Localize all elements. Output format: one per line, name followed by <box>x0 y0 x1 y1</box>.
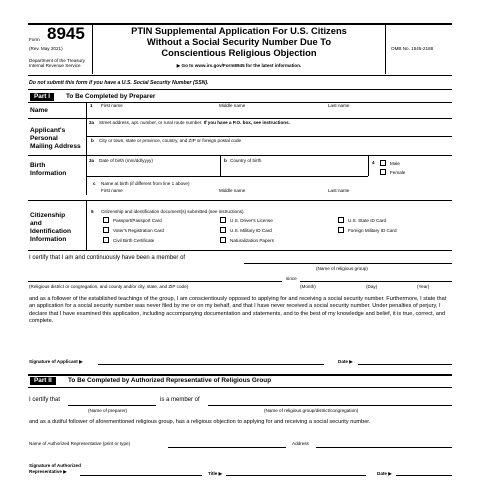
line4-number: 4 <box>372 160 375 165</box>
rep-title-label: Title ▶ <box>208 471 223 476</box>
line3-bottom-rule <box>28 200 452 201</box>
agency-name: Internal Revenue Service <box>29 63 81 68</box>
line1-bottom-rule <box>28 118 452 119</box>
line5-bottom-rule <box>28 250 452 251</box>
form-title-line3: Conscientious Religious Objection <box>161 47 317 58</box>
header-divider-right <box>385 24 386 74</box>
doc-birth-certificate[interactable] <box>103 237 154 243</box>
rep-title-line[interactable] <box>226 475 366 476</box>
doc-state-id[interactable] <box>338 217 386 223</box>
state-id-label: U.S. State ID Card <box>348 218 387 223</box>
rep-address-input-line[interactable] <box>316 447 452 448</box>
voter-registration-checkbox[interactable] <box>103 227 109 233</box>
religious-group-caption: (Name of religious group) <box>316 266 368 271</box>
mailing-address-label-3: Mailing Address <box>30 143 81 150</box>
citizenship-label-1: Citizenship <box>30 212 66 219</box>
female-option[interactable] <box>380 169 405 175</box>
name-at-birth-label: Name at birth (if different from line 1 above) <box>101 181 190 186</box>
since-date-input-line[interactable] <box>300 281 452 282</box>
form-title-line1: PTIN Supplemental Application For U.S. Citizens <box>131 25 347 36</box>
month-caption: (Month) <box>300 284 316 289</box>
male-checkbox[interactable] <box>380 160 386 166</box>
rep-signature-label-1: Signature of Authorized <box>29 463 81 468</box>
part2-objection-paragraph: and as a dutiful follower of aforementioned religious group, has a religious objection to applying for and receiving a social security number. <box>29 419 371 425</box>
line2b-number: b <box>91 138 94 143</box>
birth-info-label-2: Information <box>30 170 67 177</box>
name-section-label: Name <box>30 107 48 114</box>
applicant-signature-label: Signature of Applicant ▶ <box>29 359 83 364</box>
rep-date-label: Date ▶ <box>377 471 392 476</box>
drivers-license-label: U.S. Driver's License <box>230 218 273 223</box>
doc-naturalization[interactable] <box>220 237 274 243</box>
line2-bottom-rule <box>28 155 452 156</box>
certify-membership-text: I certify that I am and continuously have been a member of <box>29 255 186 261</box>
line2a-bottom-rule <box>86 136 452 137</box>
military-id-label: U.S. Military ID Card <box>230 228 272 233</box>
voter-registration-label: Voter's Registration Card <box>113 228 164 233</box>
middle-name-label: Middle name <box>219 103 246 108</box>
rep-address-label: Address <box>292 441 309 446</box>
male-option[interactable] <box>380 160 400 166</box>
applicant-signature-line[interactable] <box>98 364 324 365</box>
state-id-checkbox[interactable] <box>338 217 344 223</box>
year-caption: (Year) <box>417 284 430 289</box>
line2a-po-box-note: If you have a P.O. box, see instructions. <box>203 120 290 125</box>
female-checkbox[interactable] <box>380 169 386 175</box>
doc-passport[interactable] <box>103 217 162 223</box>
district-caption: (Religious district or congregation, and county and/or city, state, and ZIP code) <box>29 284 189 289</box>
mailing-address-label-2: Personal <box>30 135 58 142</box>
birth-info-label-1: Birth <box>30 162 46 169</box>
line4-divider <box>368 155 369 176</box>
country-of-birth-label: Country of birth <box>230 158 262 163</box>
last-name-label: Last name <box>328 103 350 108</box>
doc-military-id[interactable] <box>220 227 272 233</box>
religious-group-input-line[interactable] <box>244 263 452 264</box>
form-prefix: Form <box>29 37 40 42</box>
passport-checkbox[interactable] <box>103 217 109 223</box>
line3c-number: c <box>93 181 96 186</box>
part2-title-rule <box>28 387 452 388</box>
citizenship-label-2: and <box>30 220 42 227</box>
date-of-birth-label: Date of birth (mm/dd/yyyy) <box>99 158 153 163</box>
foreign-military-id-checkbox[interactable] <box>338 227 344 233</box>
since-label: since <box>286 276 297 281</box>
part2-certify-text: I certify that <box>29 397 61 403</box>
rep-date-line[interactable] <box>396 475 452 476</box>
citizenship-docs-label: Citizenship and identification document(s) submitted (see instructions) <box>101 209 244 214</box>
birth-certificate-checkbox[interactable] <box>103 237 109 243</box>
irs-website-link[interactable]: ▶ Go to www.irs.gov/Form8945 for the latest information. <box>176 63 302 68</box>
female-label: Female <box>390 170 406 175</box>
group-name-caption: (Name of religious group/district/congregation) <box>264 408 359 413</box>
omb-number: OMB No. 1545-2188 <box>391 46 434 51</box>
rep-signature-label-2: Representative ▶ <box>29 469 67 474</box>
male-label: Male <box>390 161 400 166</box>
part1-declaration-paragraph: and as a follower of the established teachings of the group, I am conscientiously opposed to applying for and receiving a social security number. Furthermore, I state that an application for a social security number was never filed by me or on my behalf, and that I have never received a social security number. Under penalties of perjury, I declare that I have examined this application, including accompanying documentation and statements, and to the best of my knowledge and belief, it is true, correct, and complete. <box>29 296 447 325</box>
rep-name-label: Name of Authorized Representative (print or type) <box>29 441 131 446</box>
line2a-street-label <box>99 120 290 125</box>
part1-title: To Be Completed by Preparer <box>66 93 156 100</box>
birth-middle-name-label: Middle name <box>219 188 246 193</box>
rep-signature-line[interactable] <box>80 475 202 476</box>
line3a-bottom-rule <box>86 176 368 177</box>
member-of-text: is a member of <box>160 397 200 403</box>
applicant-date-label: Date ▶ <box>338 359 353 364</box>
birth-certificate-label: Civil Birth Certificate <box>113 238 155 243</box>
doc-foreign-military-id[interactable] <box>338 227 397 233</box>
mailing-address-label-1: Applicant's <box>30 127 66 134</box>
department-name: Department of the Treasury <box>29 58 85 63</box>
day-caption: (Day) <box>366 284 378 289</box>
drivers-license-checkbox[interactable] <box>220 217 226 223</box>
first-name-label: First name <box>101 103 123 108</box>
citizenship-label-4: Information <box>30 236 67 243</box>
preparer-name-caption: (Name of preparer) <box>88 408 128 413</box>
line3a-divider <box>220 155 221 176</box>
line2b-city-label: City or town, state or province, country, and ZIP or foreign postal code <box>99 138 242 143</box>
form-title-line2: Without a Social Security Number Due To <box>146 36 332 47</box>
part1-tag: Part I <box>30 93 54 101</box>
military-id-checkbox[interactable] <box>220 227 226 233</box>
group-name-input-line[interactable] <box>208 405 452 406</box>
form-number: 8945 <box>47 24 85 43</box>
line1-number: 1 <box>90 103 93 108</box>
part2-tag: Part II <box>30 377 56 385</box>
part2-title: To Be Completed by Authorized Representative of Religious Group <box>68 377 272 384</box>
line2a-street-text: Street address, apt. number, or rural route number. <box>99 120 203 125</box>
line3b-number: b <box>224 158 227 163</box>
header-bottom-rule <box>28 75 452 76</box>
doc-voter-registration[interactable] <box>103 227 164 233</box>
birth-last-name-label: Last name <box>328 188 350 193</box>
ssn-warning: Do not submit this form if you have a U.S. Social Security Number (SSN). <box>29 80 209 86</box>
passport-label: Passport/Passport Card <box>113 218 162 223</box>
line2a-number: 2a <box>89 120 95 125</box>
district-input-line[interactable] <box>28 281 282 282</box>
applicant-date-line[interactable] <box>358 364 452 365</box>
citizenship-label-3: Identification <box>30 228 72 235</box>
header-divider-left <box>92 24 93 74</box>
naturalization-label: Naturalization Papers <box>230 238 274 243</box>
preparer-name-input-line[interactable] <box>68 405 156 406</box>
line5-number: 5 <box>91 209 94 214</box>
part1-label-divider-top <box>86 102 87 195</box>
warning-rule <box>28 89 452 90</box>
part2-top-rule <box>28 374 452 376</box>
line3a-number: 3a <box>89 158 95 163</box>
birth-first-name-label: First name <box>101 188 123 193</box>
part1-label-divider-bottom <box>86 200 87 250</box>
doc-drivers-license[interactable] <box>220 217 273 223</box>
naturalization-checkbox[interactable] <box>220 237 226 243</box>
foreign-military-id-label: Foreign Military ID Card <box>348 228 397 233</box>
revision-date: (Rev. May 2021) <box>29 46 63 51</box>
rep-name-input-line[interactable] <box>168 447 286 448</box>
